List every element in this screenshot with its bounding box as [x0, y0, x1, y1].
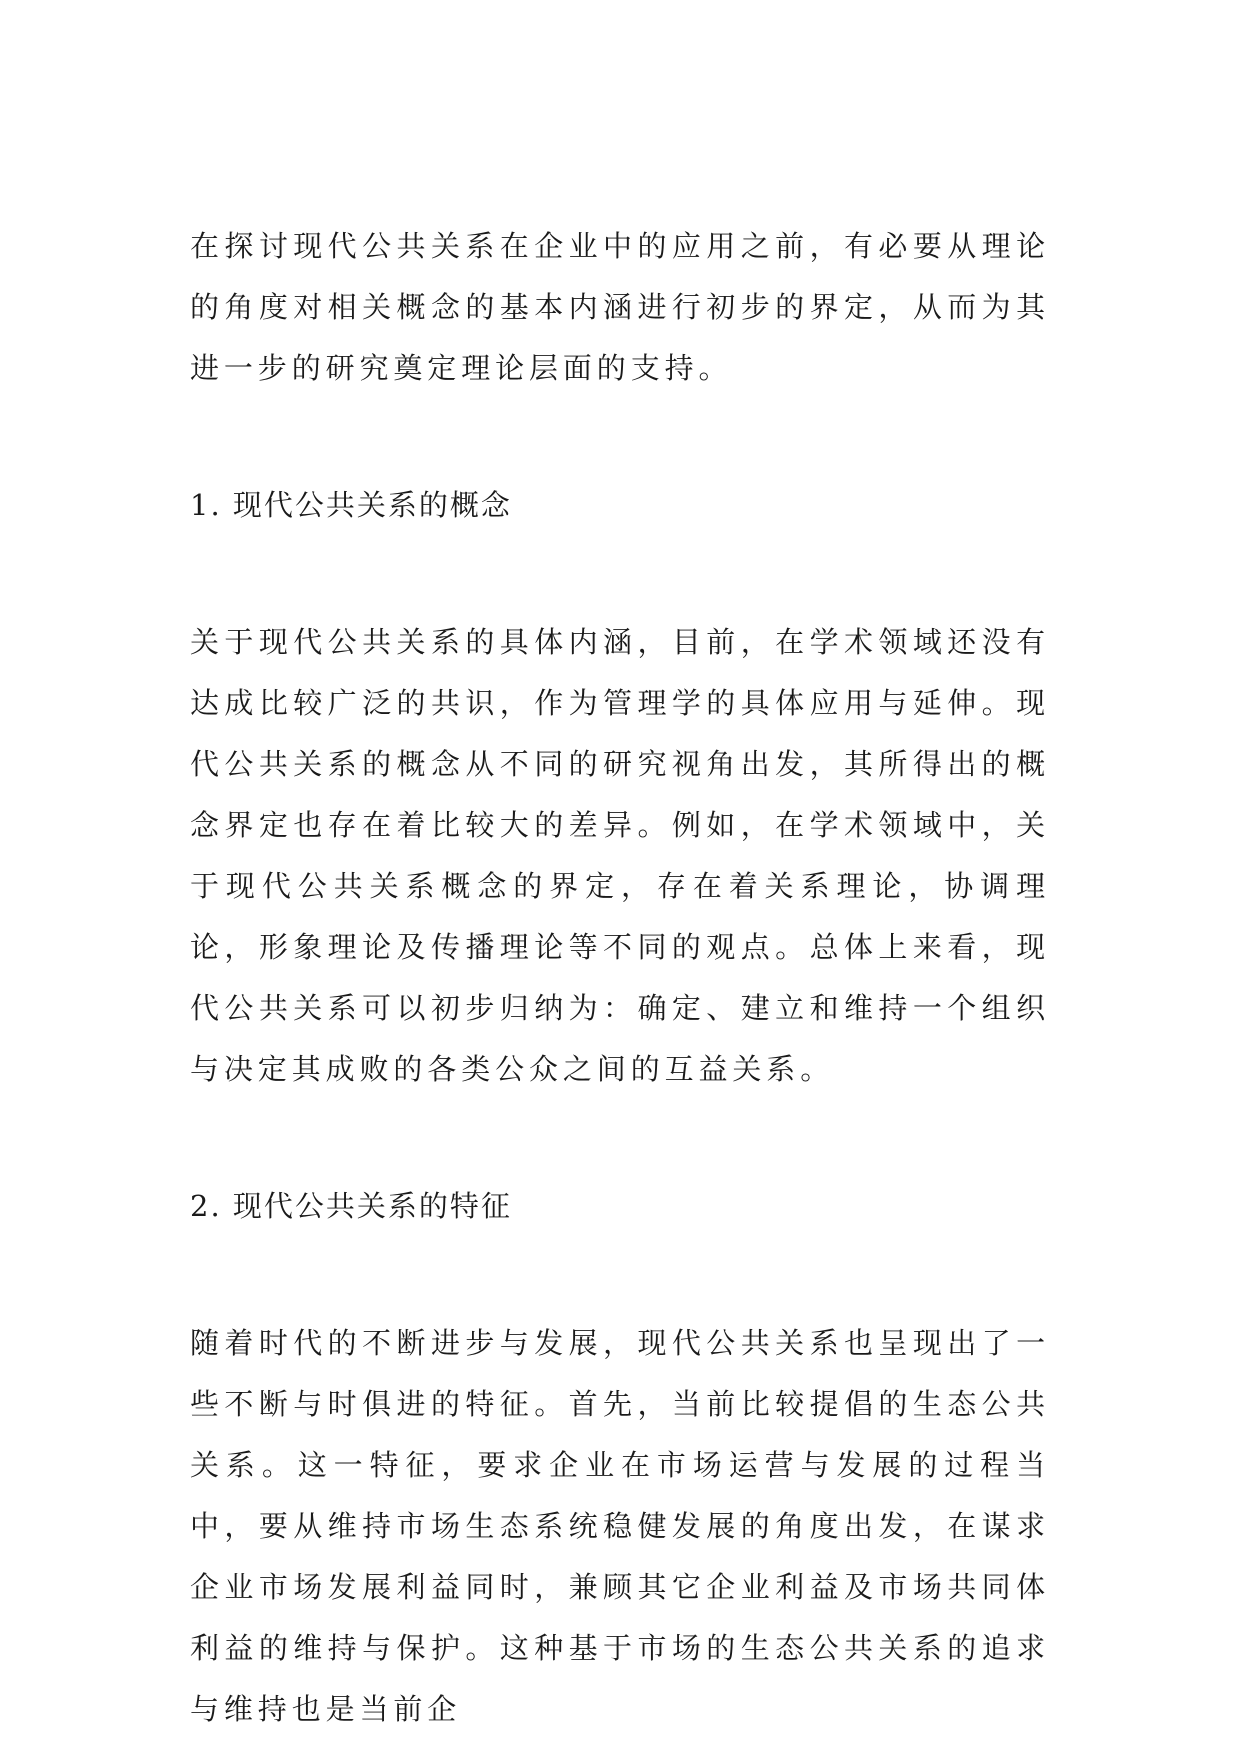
heading-spacer — [190, 1237, 1050, 1313]
paragraph-spacer — [190, 399, 1050, 475]
section-2-paragraph: 随着时代的不断进步与发展，现代公共关系也呈现出了一些不断与时俱进的特征。首先，当前比较提倡的生态公共关系。这一特征，要求企业在市场运营与发展的过程当中，要从维持市场生态系统稳健发展的角度出发，在谋求企业市场发展利益同时，兼顾其它企业利益及市场共同体利益的维持与保护。这种基于市场的生态公共关系的追求与维持也是当前企 — [190, 1326, 1050, 1726]
heading-spacer — [190, 536, 1050, 612]
intro-paragraph: 在探讨现代公共关系在企业中的应用之前，有必要从理论的角度对相关概念的基本内涵进行初步的界定，从而为其进一步的研究奠定理论层面的支持。 — [190, 229, 1050, 385]
document-body — [190, 216, 1050, 1740]
paragraph-spacer — [190, 1100, 1050, 1176]
section-1-heading: 1. 现代公共关系的概念 — [190, 488, 512, 522]
section-1-paragraph: 关于现代公共关系的具体内涵，目前，在学术领域还没有达成比较广泛的共识，作为管理学的具体应用与延伸。现代公共关系的概念从不同的研究视角出发，其所得出的概念界定也存在着比较大的差异。例如，在学术领域中，关于现代公共关系概念的界定，存在着关系理论，协调理论，形象理论及传播理论等不同的观点。总体上来看，现代公共关系可以初步归纳为：确定、建立和维持一个组织与决定其成败的各类公众之间的互益关系。 — [190, 625, 1050, 1086]
section-2-heading: 2. 现代公共关系的特征 — [190, 1189, 512, 1223]
